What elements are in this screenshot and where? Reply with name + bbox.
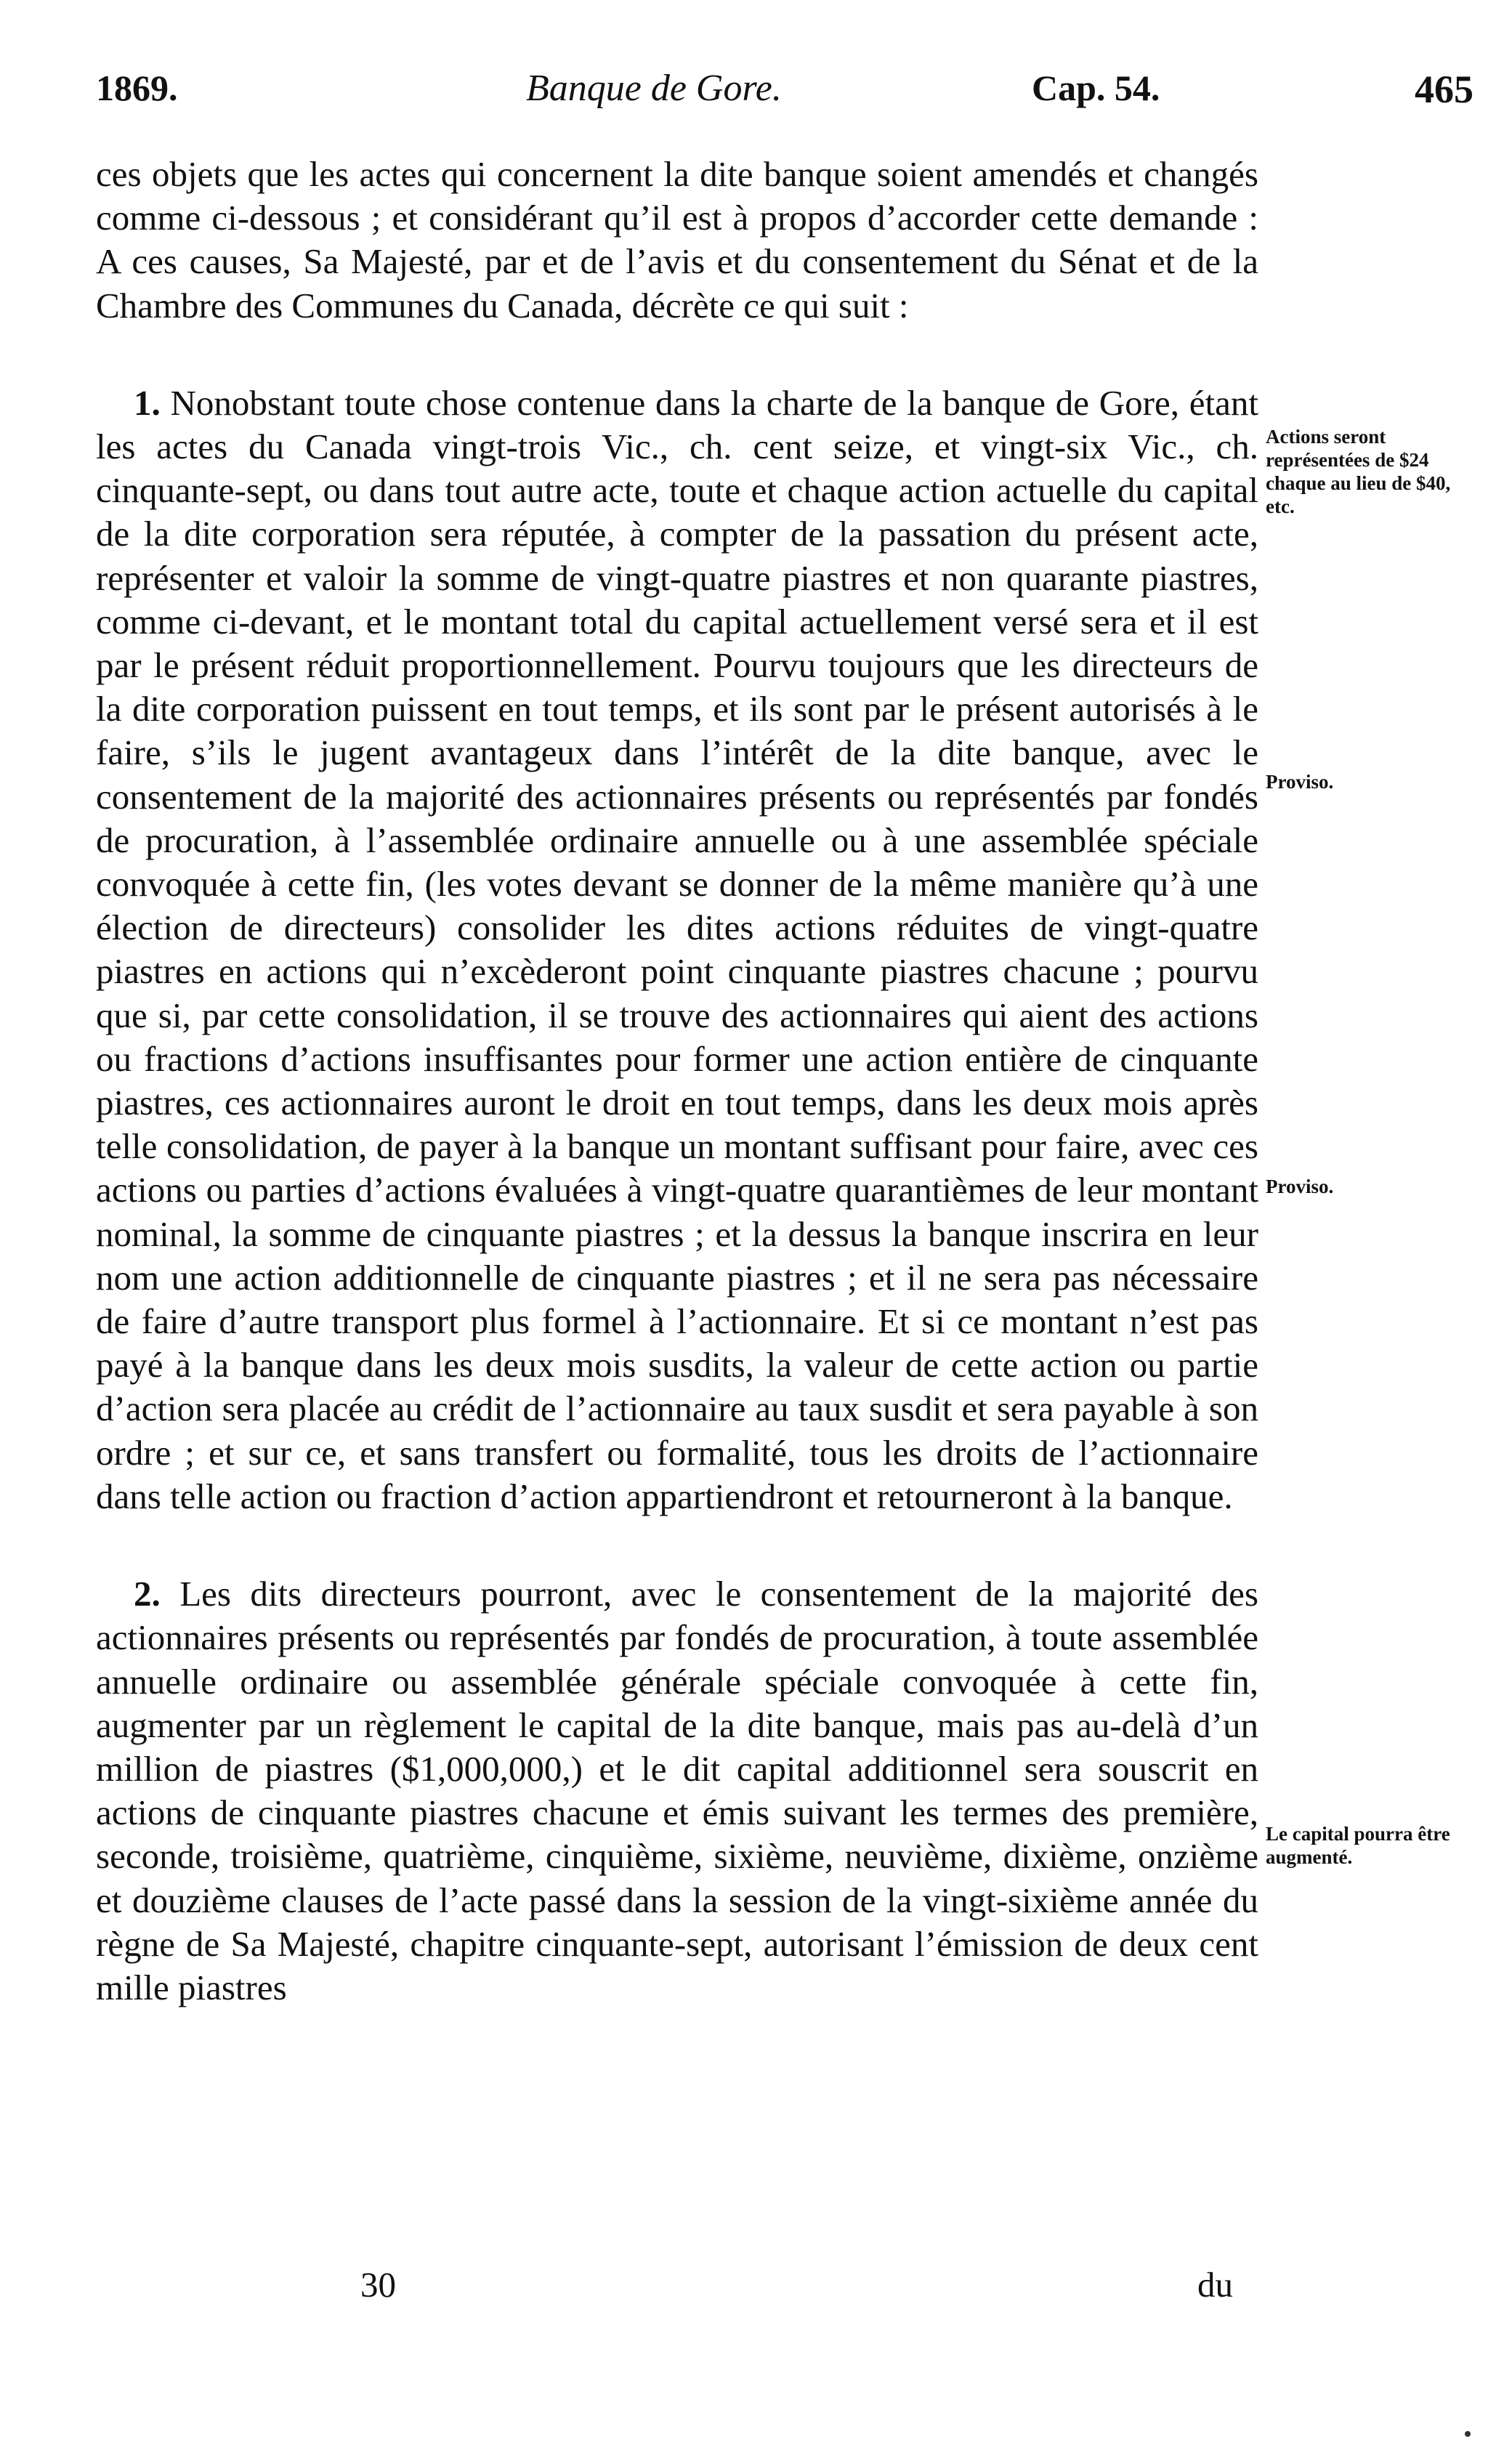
section-1-number: 1. xyxy=(134,382,161,423)
section-2-number: 2. xyxy=(134,1574,161,1614)
main-text xyxy=(96,153,1258,2010)
marginal-note-proviso-1: Proviso. xyxy=(1266,771,1334,793)
running-header xyxy=(96,67,1473,125)
marginal-note-proviso-2: Proviso. xyxy=(1266,1176,1334,1197)
scan-speck xyxy=(1465,2431,1471,2437)
preamble-paragraph: ces objets que les actes qui concernent la dite banque soient amendés et changés comme ci-dessous ; et considérant qu’il est à propos d’accorder cette demande : A ces causes, Sa Majesté, par et de l’avis et du consentement du Sénat et de la Chambre des Communes du Canada, décrète ce qui suit : xyxy=(96,154,1258,325)
section-2 xyxy=(96,1572,1258,2010)
header-year: 1869. xyxy=(96,68,178,108)
section-1 xyxy=(96,381,1258,1518)
header-title: Banque de Gore. xyxy=(526,68,782,109)
catchword: du xyxy=(1197,2265,1233,2305)
signature-mark: 30 xyxy=(360,2265,396,2305)
marginal-note-capital: Le capital pourra être augmenté. xyxy=(1266,1823,1450,1868)
page-number: 465 xyxy=(1415,68,1473,111)
section-2-text: Les dits directeurs pourront, avec le consentement de la majorité des actionnaires présents ou représentés par fondés de procuration, à toute assemblée annuelle ordinaire ou assemblée générale spéciale convoquée à cette fin, augmenter par un règlement le capital de la dite banque, mais pas au-delà d’un million de piastres ($1,000,000,) et le dit capital additionnel sera souscrit en actions de cinquante piastres chacune et émis suivant les termes des première, seconde, troisième, quatrième, cinquième, sixième, neuvième, dixième, onzième et douzième clauses de l’acte passé dans la session de la vingt-sixième année du règne de Sa Majesté, chapitre cinquante-sept, autorisant l’émission de deux cent mille piastres xyxy=(96,1574,1258,2007)
section-1-text: Nonobstant toute chose contenue dans la charte de la banque de Gore, étant les actes du Canada vingt-trois Vic., ch. cent seize, et vingt-six Vic., ch. cinquante-sept, ou dans tout autre acte, toute et chaque action actuelle du capital de la dite corporation sera réputée, à compter de la passation du présent acte, représenter et valoir la somme de vingt-quatre piastres et non quarante piastres, comme ci-devant, et le montant total du capital actuellement versé sera et il est par le présent réduit proportionnellement. Pourvu toujours que les directeurs de la dite corporation puissent en tout temps, et ils sont par le présent autorisés à le faire, s’ils le jugent avantageux dans l’intérêt de la dite banque, avec le consentement de la majorité des actionnaires présents ou représentés par fondés de procuration, à l’assemblée ordinaire annuelle ou à une assemblée spéciale convoquée à cette fin, (les votes devant se donner de la même manière qu’à une élection de directeurs) consolider les dites actions réduites de vingt-quatre piastres en actions qui n’excèderont point cinquante piastres chacune ; pourvu que si, par cette consolidation, il se trouve des actionnaires qui aient des actions ou fractions d’actions insuffisantes pour former une action entière de cinquante piastres, ces actionnaires auront le droit en tout temps, dans les deux mois après telle consolidation, de payer à la banque un montant suffisant pour faire, avec ces actions ou parties d’actions évaluées à vingt-quatre quarantièmes de leur montant nominal, la somme de cinquante piastres ; et la dessus la banque inscrira en leur nom une action additionnelle de cinquante piastres ; et il ne sera pas nécessaire de faire d’autre transport plus formel à l’actionnaire. Et si ce montant n’est pas payé à la banque dans les deux mois susdits, la valeur de cette action ou partie d’action sera placée au crédit de l’actionnaire au taux susdit et sera payable à son ordre ; et sur ce, et sans transfert ou formalité, tous les droits de l’actionnaire dans telle action ou fraction d’action appartiendront et retourneront à la banque. xyxy=(96,382,1258,1516)
header-chapter: Cap. 54. xyxy=(1032,68,1160,108)
marginal-note-actions: Actions seront représentées de $24 chaque au lieu de $40, etc. xyxy=(1266,426,1451,517)
